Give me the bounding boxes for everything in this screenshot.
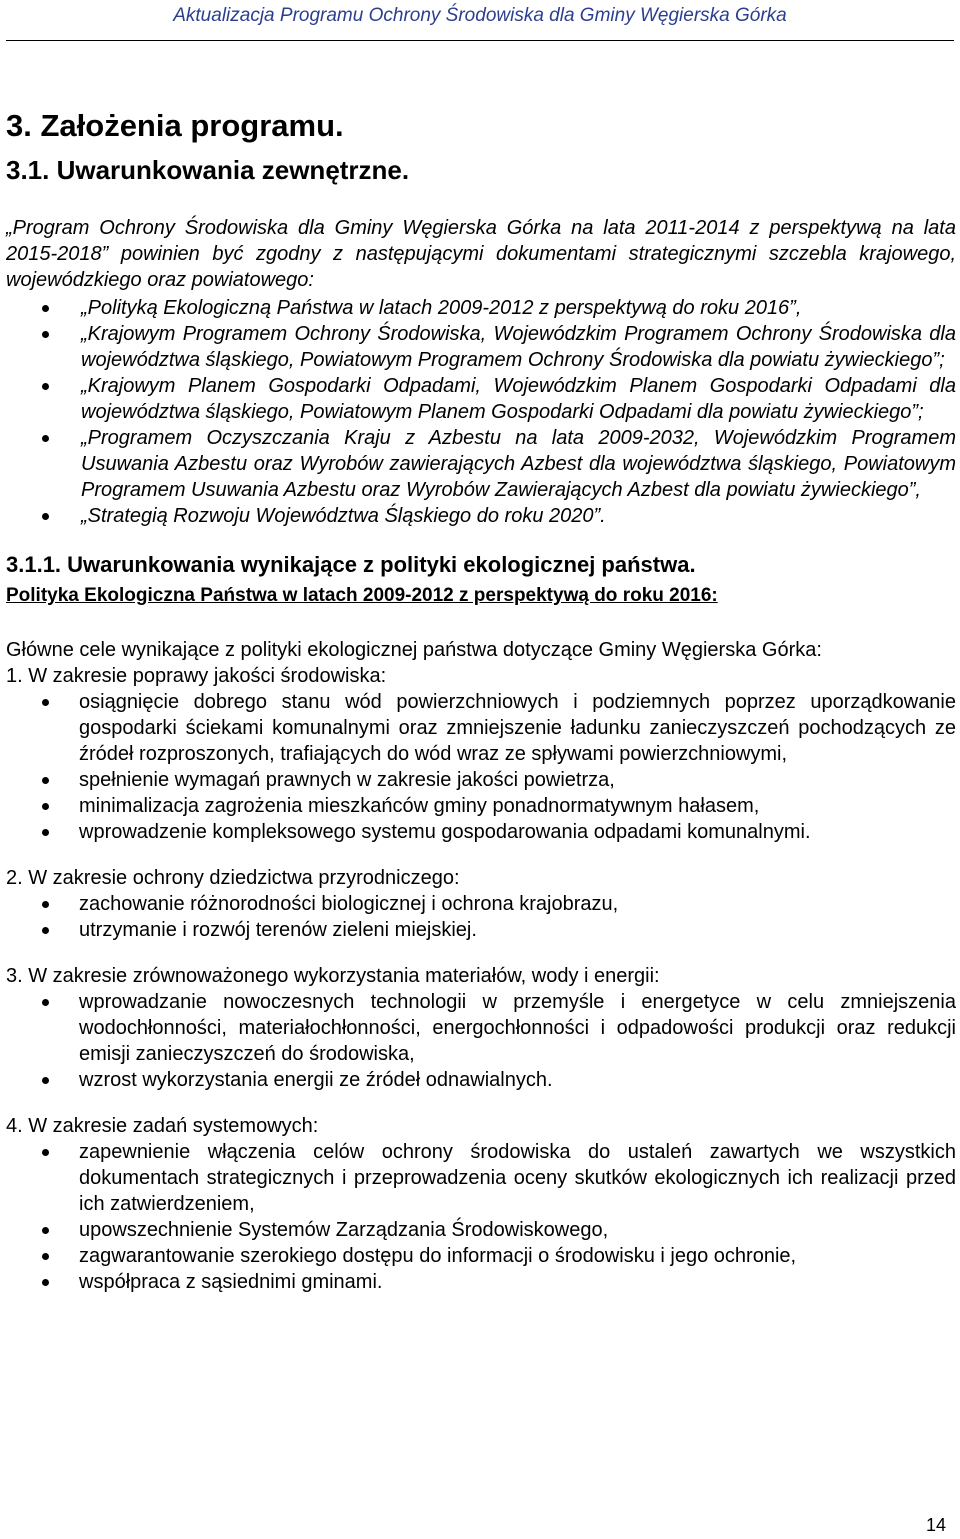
bullet-icon [42, 699, 49, 706]
list-item [6, 689, 956, 767]
goal-group-title: 1. W zakresie poprawy jakości środowiska: [6, 665, 387, 687]
strategic-documents-list [6, 295, 956, 529]
bullet-icon [42, 829, 49, 836]
list-item-text: zagwarantowanie szerokiego dostępu do informacji o środowisku i jego ochronie, [79, 1245, 797, 1267]
goal-group-4 [6, 1113, 956, 1295]
goal-group-3 [6, 963, 956, 1093]
list-item-text: spełnienie wymagań prawnych w zakresie jakości powietrza, [79, 769, 615, 791]
list-item [6, 1217, 956, 1243]
list-item [6, 1269, 956, 1295]
bullet-icon [42, 777, 49, 784]
list-item [6, 767, 956, 793]
list-item [6, 1139, 956, 1217]
list-item [6, 917, 956, 943]
bullet-icon [42, 435, 49, 442]
list-item [6, 1067, 956, 1093]
bullet-icon [42, 927, 49, 934]
bullet-icon [42, 1253, 49, 1260]
list-item [6, 321, 956, 373]
goal-group-1 [6, 663, 956, 845]
goal-list [6, 1139, 956, 1295]
bullet-icon [42, 1149, 49, 1156]
list-item [6, 295, 956, 321]
list-item-text: wprowadzanie nowoczesnych technologii w przemyśle i energetyce w celu zmniejszenia wodochłonności, materiałochłonności, energochłonności i odpadowości produkcji oraz redukcji emisji zanieczyszczeń do środowiska, [79, 991, 956, 1065]
bullet-icon [42, 803, 49, 810]
main-goals-intro: Główne cele wynikające z polityki ekologicznej państwa dotyczące Gminy Węgierska Górka: [6, 639, 822, 661]
goal-group-2 [6, 865, 956, 943]
bullet-icon [42, 305, 49, 312]
list-item-text: osiągnięcie dobrego stanu wód powierzchniowych i podziemnych poprzez uporządkowanie gospodarki ściekami komunalnymi oraz zmniejszenie ładunku zanieczyszczeń pochodzących ze źródeł rozproszonych, trafiających do wód wraz ze spływami powierzchniowymi, [79, 691, 956, 765]
bullet-icon [42, 999, 49, 1006]
list-item [6, 989, 956, 1067]
list-item-text: „Krajowym Programem Ochrony Środowiska, Wojewódzkim Programem Ochrony Środowiska dla województwa śląskiego, Powiatowym Programem Ochrony Środowiska dla powiatu żywieckiego”; [81, 323, 956, 371]
list-item [6, 503, 956, 529]
goal-list [6, 989, 956, 1093]
list-item-text: współpraca z sąsiednimi gminami. [79, 1271, 383, 1293]
bullet-icon [42, 1227, 49, 1234]
list-item [6, 373, 956, 425]
section-title: 3. Założenia programu. [6, 108, 344, 143]
list-item-text: „Strategią Rozwoju Województwa Śląskiego do roku 2020”. [81, 505, 606, 527]
goal-group-title: 2. W zakresie ochrony dziedzictwa przyrodniczego: [6, 867, 460, 889]
goal-group-title: 3. W zakresie zrównoważonego wykorzystania materiałów, wody i energii: [6, 965, 660, 987]
goal-group-title: 4. W zakresie zadań systemowych: [6, 1115, 319, 1137]
goal-list [6, 891, 956, 943]
document-body [6, 106, 956, 1295]
policy-heading: Polityka Ekologiczna Państwa w latach 2009-2012 z perspektywą do roku 2016: [6, 585, 718, 606]
list-item [6, 425, 956, 503]
list-item-text: „Krajowym Planem Gospodarki Odpadami, Wojewódzkim Planem Gospodarki Odpadami dla województwa śląskiego, Powiatowym Planem Gospodarki Odpadami dla powiatu żywieckiego”; [81, 375, 956, 423]
bullet-icon [42, 383, 49, 390]
bullet-icon [42, 1279, 49, 1286]
goal-list [6, 689, 956, 845]
running-header: Aktualizacja Programu Ochrony Środowiska dla Gminy Węgierska Górka [173, 5, 787, 26]
list-item-text: minimalizacja zagrożenia mieszkańców gminy ponadnormatywnym hałasem, [79, 795, 760, 817]
bullet-icon [42, 901, 49, 908]
list-item-text: wprowadzenie kompleksowego systemu gospodarowania odpadami komunalnymi. [79, 821, 811, 843]
subsection-title: 3.1. Uwarunkowania zewnętrzne. [6, 155, 410, 185]
list-item [6, 891, 956, 917]
list-item [6, 1243, 956, 1269]
list-item-text: upowszechnienie Systemów Zarządzania Środowiskowego, [79, 1219, 609, 1241]
list-item-text: wzrost wykorzystania energii ze źródeł odnawialnych. [79, 1069, 553, 1091]
list-item-text: zapewnienie włączenia celów ochrony środowiska do ustaleń zawartych we wszystkich dokumentach strategicznych i przeprowadzenia oceny skutków ekologicznych ich realizacji przed ich zatwierdzeniem, [79, 1141, 956, 1215]
page-number: 14 [926, 1515, 947, 1535]
list-item [6, 793, 956, 819]
list-item [6, 819, 956, 845]
header-divider [6, 40, 954, 41]
list-item-text: zachowanie różnorodności biologicznej i ochrona krajobrazu, [79, 893, 619, 915]
list-item-text: „Programem Oczyszczania Kraju z Azbestu na lata 2009-2032, Wojewódzkim Programem Usuwania Azbestu oraz Wyrobów zawierających Azbest dla województwa śląskiego, Powiatowym Programem Usuwania Azbestu oraz Wyrobów Zawierających Azbest dla powiatu żywieckiego”, [81, 427, 956, 501]
bullet-icon [42, 513, 49, 520]
intro-paragraph: „Program Ochrony Środowiska dla Gminy Węgierska Górka na lata 2011-2014 z perspektywą na lata 2015-2018” powinien być zgodny z następującymi dokumentami strategicznymi szczebla krajowego, wojewódzkiego oraz powiatowego: [6, 217, 956, 291]
list-item-text: utrzymanie i rozwój terenów zieleni miejskiej. [79, 919, 477, 941]
list-item-text: „Polityką Ekologiczną Państwa w latach 2009-2012 z perspektywą do roku 2016”, [81, 297, 802, 319]
bullet-icon [42, 331, 49, 338]
subsubsection-title: 3.1.1. Uwarunkowania wynikające z polityki ekologicznej państwa. [6, 552, 696, 577]
bullet-icon [42, 1077, 49, 1084]
